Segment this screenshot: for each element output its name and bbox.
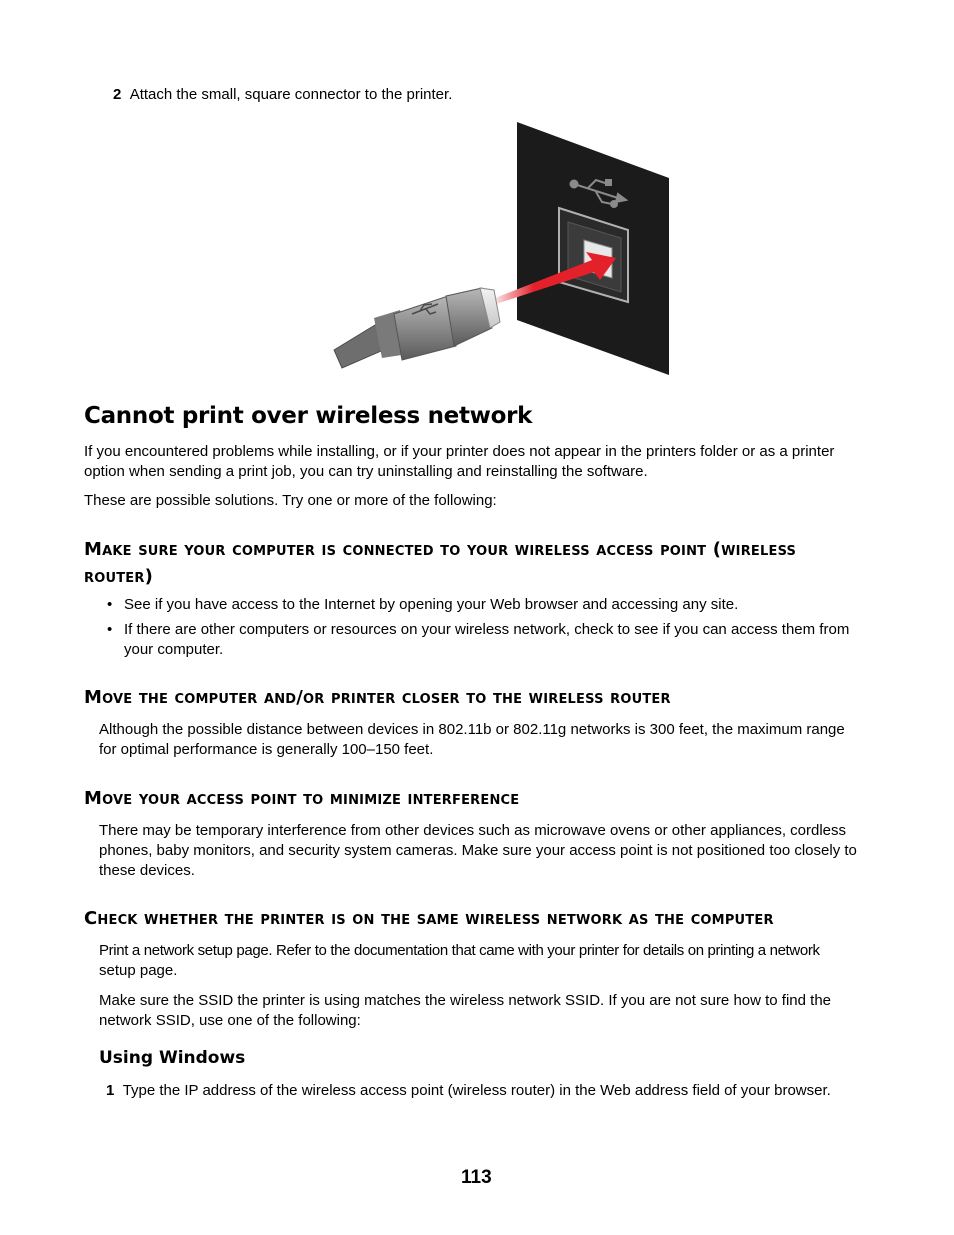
paragraph — [99, 991, 831, 1031]
paragraph-line: Print a network setup page. Refer to the documentation that came with your printer for details on printing a network — [99, 942, 820, 959]
bullet-icon: • — [107, 621, 113, 638]
subsection-heading-3: Move your access point to minimize interference — [84, 788, 520, 809]
subsection-heading-2: Move the computer and/or printer closer to the wireless router — [84, 687, 671, 708]
step-number: 1 — [106, 1082, 115, 1099]
paragraph — [99, 941, 820, 981]
list-item — [107, 620, 850, 660]
paragraph-line: There may be temporary interference from other devices such as microwave ovens or other appliances, cordless — [99, 822, 847, 839]
step-2 — [113, 85, 452, 105]
page-number: 113 — [461, 1167, 492, 1188]
subsection-heading-4: Check whether the printer is on the same wireless network as the computer — [84, 908, 774, 929]
intro-line: If you encountered problems while installing, or if your printer does not appear in the printers folder or as a printer — [84, 443, 835, 460]
paragraph — [99, 720, 845, 760]
bullet-icon: • — [107, 596, 113, 613]
section-title: Cannot print over wireless network — [84, 403, 533, 429]
usb-plug — [374, 288, 500, 360]
paragraph-line: Make sure the SSID the printer is using matches the wireless network SSID. If you are not sure how to find the — [99, 992, 832, 1009]
heading-line: router) — [84, 566, 154, 587]
step-1 — [106, 1081, 831, 1101]
list-item-text: your computer. — [124, 641, 224, 658]
intro-paragraph — [84, 442, 834, 482]
usb-connection-illustration — [330, 118, 675, 380]
list-item-text: If there are other computers or resources on your wireless network, check to see if you can access them from — [124, 621, 850, 638]
paragraph-line: network SSID, use one of the following: — [99, 1012, 361, 1029]
paragraph-line: setup page. — [99, 962, 178, 979]
step-text: Attach the small, square connector to the printer. — [129, 86, 453, 103]
heading-line: Make sure your computer is connected to your wireless access point (wireless — [84, 539, 797, 560]
list-item — [107, 595, 739, 615]
paragraph-line: phones, baby monitors, and security system cameras. Make sure your access point is not positioned too closely to — [99, 842, 857, 859]
paragraph-line: these devices. — [99, 862, 195, 879]
list-item-text: See if you have access to the Internet by opening your Web browser and accessing any site. — [124, 596, 739, 613]
solutions-text: These are possible solutions. Try one or more of the following: — [84, 492, 497, 509]
paragraph — [99, 821, 857, 881]
paragraph-line: for optimal performance is generally 100–150 feet. — [99, 741, 434, 758]
paragraph-line: Although the possible distance between devices in 802.11b or 802.11g networks is 300 feet, the maximum range — [99, 721, 845, 738]
step-number: 2 — [113, 86, 122, 103]
step-text: Type the IP address of the wireless access point (wireless router) in the Web address field of your browser. — [122, 1082, 831, 1099]
subheading-using-windows: Using Windows — [99, 1048, 246, 1068]
intro-line: option when sending a print job, you can try uninstalling and reinstalling the software. — [84, 463, 648, 480]
subsection-heading-1 — [84, 536, 796, 590]
